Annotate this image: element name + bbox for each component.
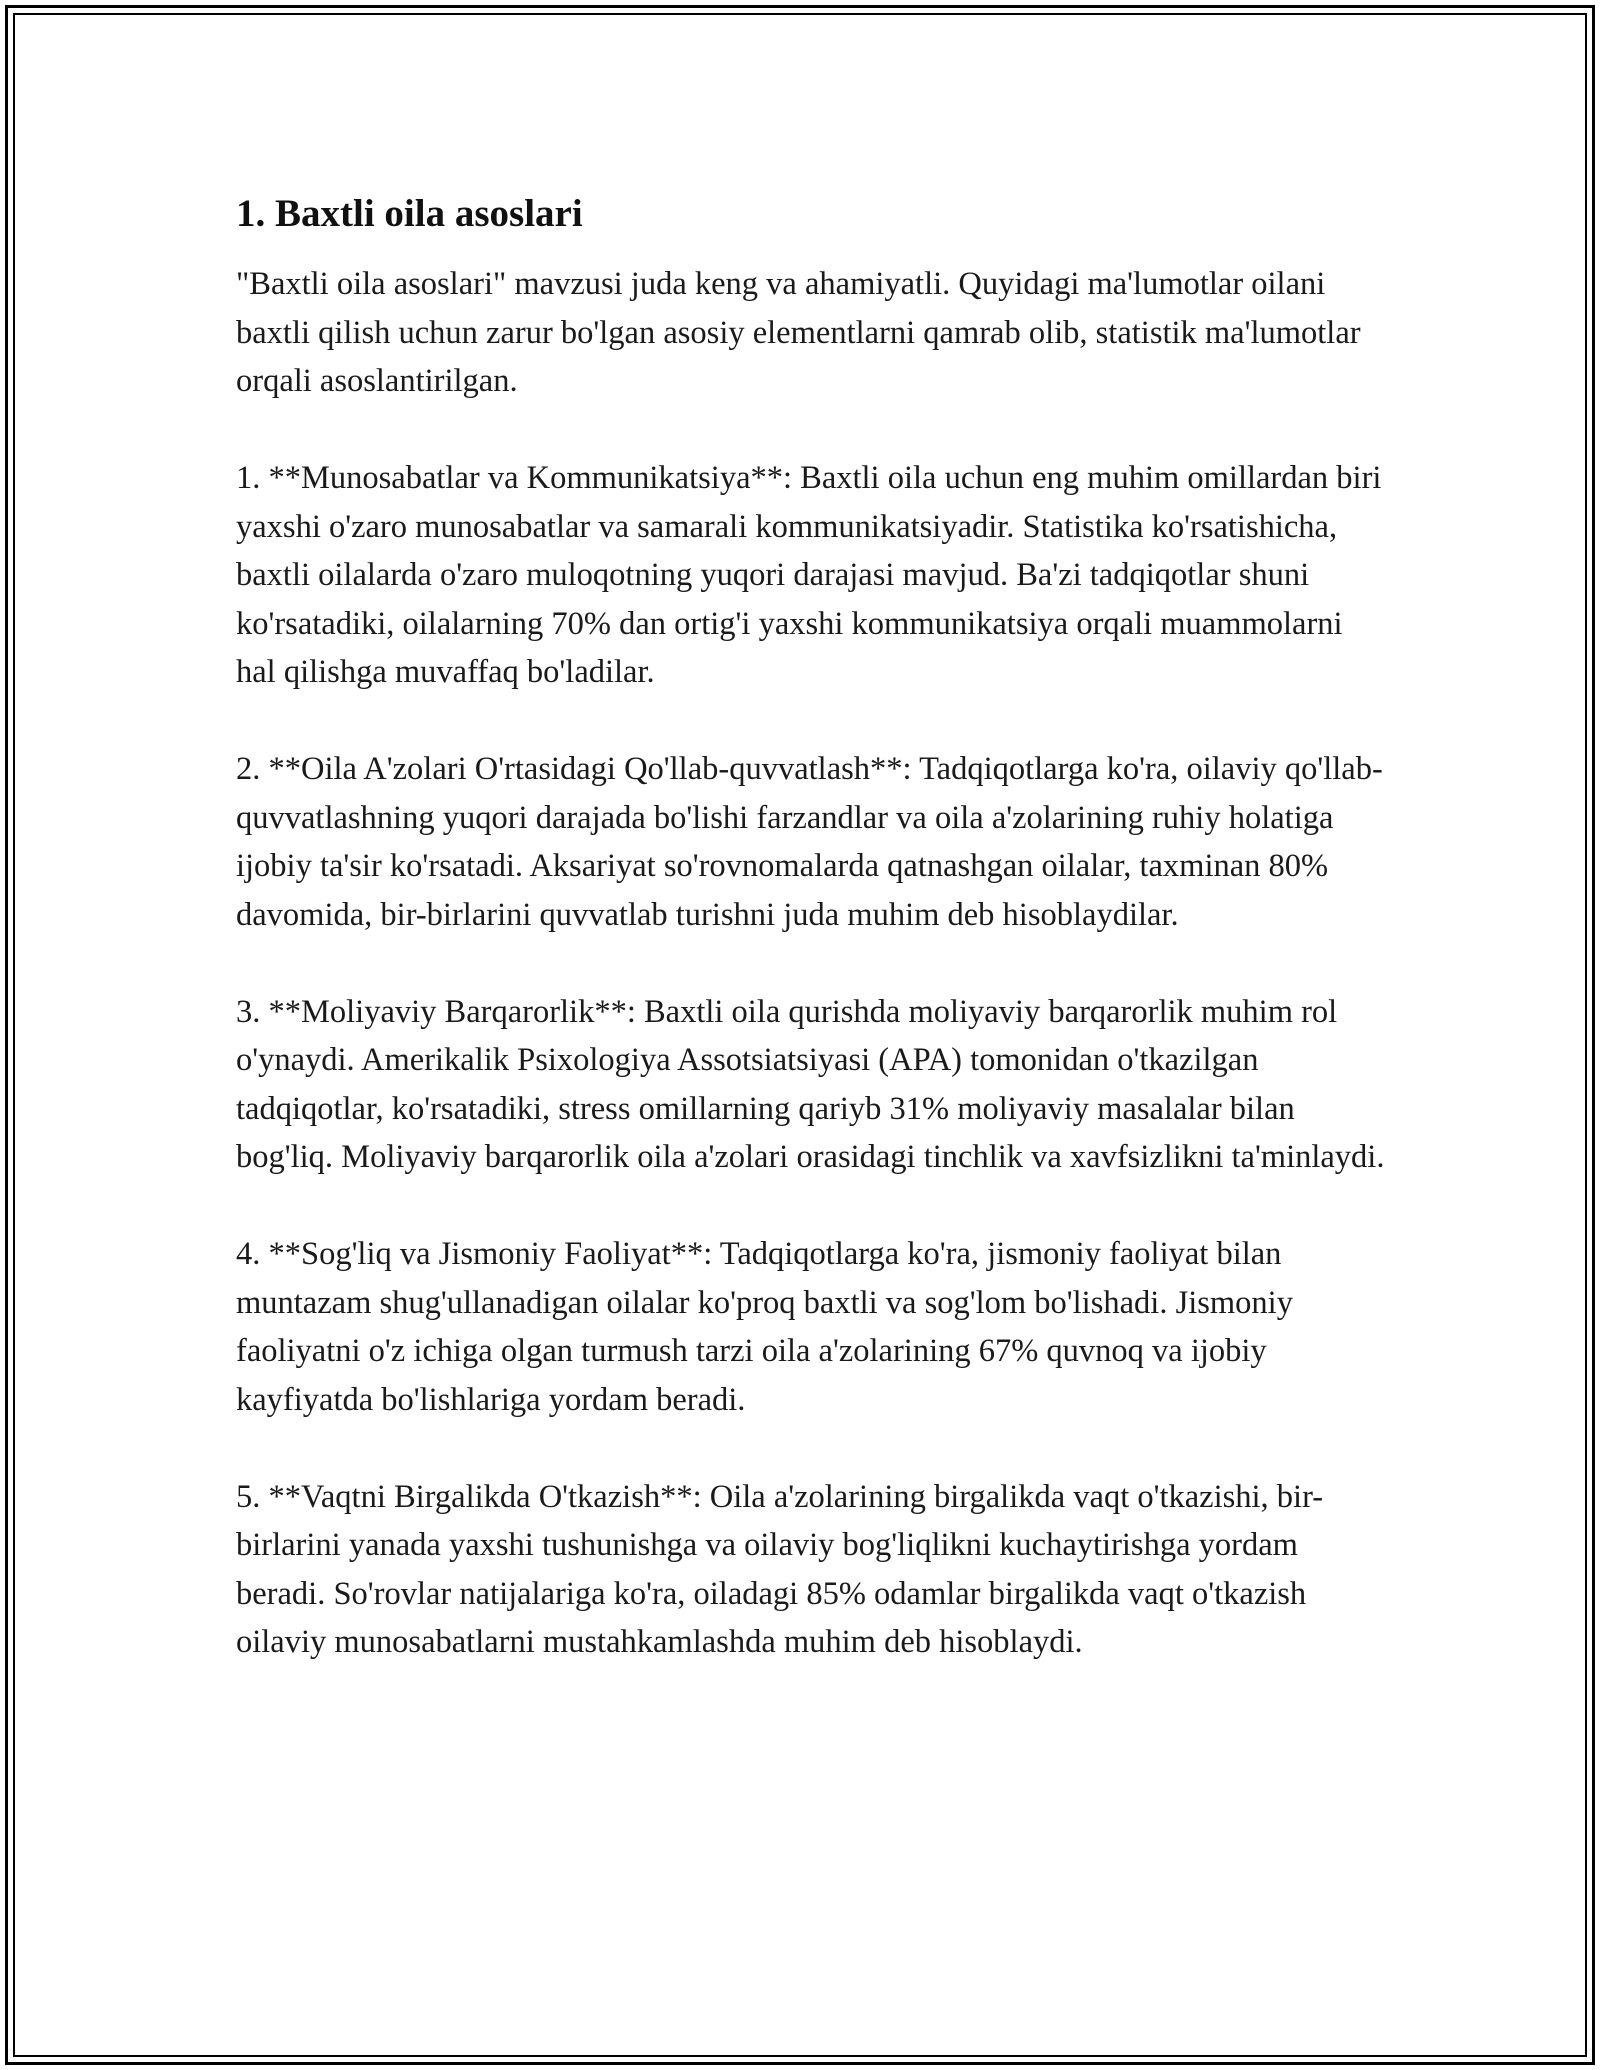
document-title: 1. Baxtli oila asoslari — [236, 192, 583, 235]
section-paragraph-5: 5. **Vaqtni Birgalikda O'tkazish**: Oila a'zolarining birgalikda vaqt o'tkazishi, bir-birlarini yanada yaxshi tushunishga va oilaviy bog'liqlikni kuchaytirishga yordam beradi. So'rovlar natijalariga ko'ra, oiladagi 85% odamlar birgalikda vaqt o'tkazish oilaviy munosabatlarni mustahkamlashda muhim deb hisoblaydi. — [236, 1478, 1324, 1660]
section-paragraph-3: 3. **Moliyaviy Barqarorlik**: Baxtli oila qurishda moliyaviy barqarorlik muhim rol o'ynaydi. Amerikalik Psixologiya Assotsiatsiyasi (APA) tomonidan o'tkazilgan tadqiqotlar, ko'rsatadiki, stress omillarning qariyb 31% moliyaviy masalalar bilan bog'liq. Moliyaviy barqarorlik oila a'zolari orasidagi tinchlik va xavfsizlikni ta'minlaydi. — [236, 993, 1385, 1175]
document-body — [236, 188, 1386, 1715]
section-paragraph-4: 4. **Sog'liq va Jismoniy Faoliyat**: Tadqiqotlarga ko'ra, jismoniy faoliyat bilan muntazam shug'ullanadigan oilalar ko'proq baxtli va sog'lom bo'lishadi. Jismoniy faoliyatni o'z ichiga olgan turmush tarzi oila a'zolarining 67% quvnoq va ijobiy kayfiyatda bo'lishlariga yordam beradi. — [236, 1236, 1293, 1418]
section-paragraph-2: 2. **Oila A'zolari O'rtasidagi Qo'llab-quvvatlash**: Tadqiqotlarga ko'ra, oilaviy qo'llab-quvvatlashning yuqori darajada bo'lishi farzandlar va oila a'zolarining ruhiy holatiga ijobiy ta'sir ko'rsatadi. Aksariyat so'rovnomalarda qatnashgan oilalar, taxminan 80% davomida, bir-birlarini quvvatlab turishni juda muhim deb hisoblaydilar. — [236, 751, 1383, 933]
section-paragraph-1: 1. **Munosabatlar va Kommunikatsiya**: Baxtli oila uchun eng muhim omillardan biri yaxshi o'zaro munosabatlar va samarali kommunikatsiyadir. Statistika ko'rsatishicha, baxtli oilalarda o'zaro muloqotning yuqori darajasi mavjud. Ba'zi tadqiqotlar shuni ko'rsatadiki, oilalarning 70% dan ortig'i yaxshi kommunikatsiya orqali muammolarni hal qilishga muvaffaq bo'ladilar. — [236, 460, 1382, 690]
intro-paragraph: "Baxtli oila asoslari" mavzusi juda keng va ahamiyatli. Quyidagi ma'lumotlar oilani baxtli qilish uchun zarur bo'lgan asosiy elementlarni qamrab olib, statistik ma'lumotlar orqali asoslantirilgan. — [236, 266, 1361, 399]
